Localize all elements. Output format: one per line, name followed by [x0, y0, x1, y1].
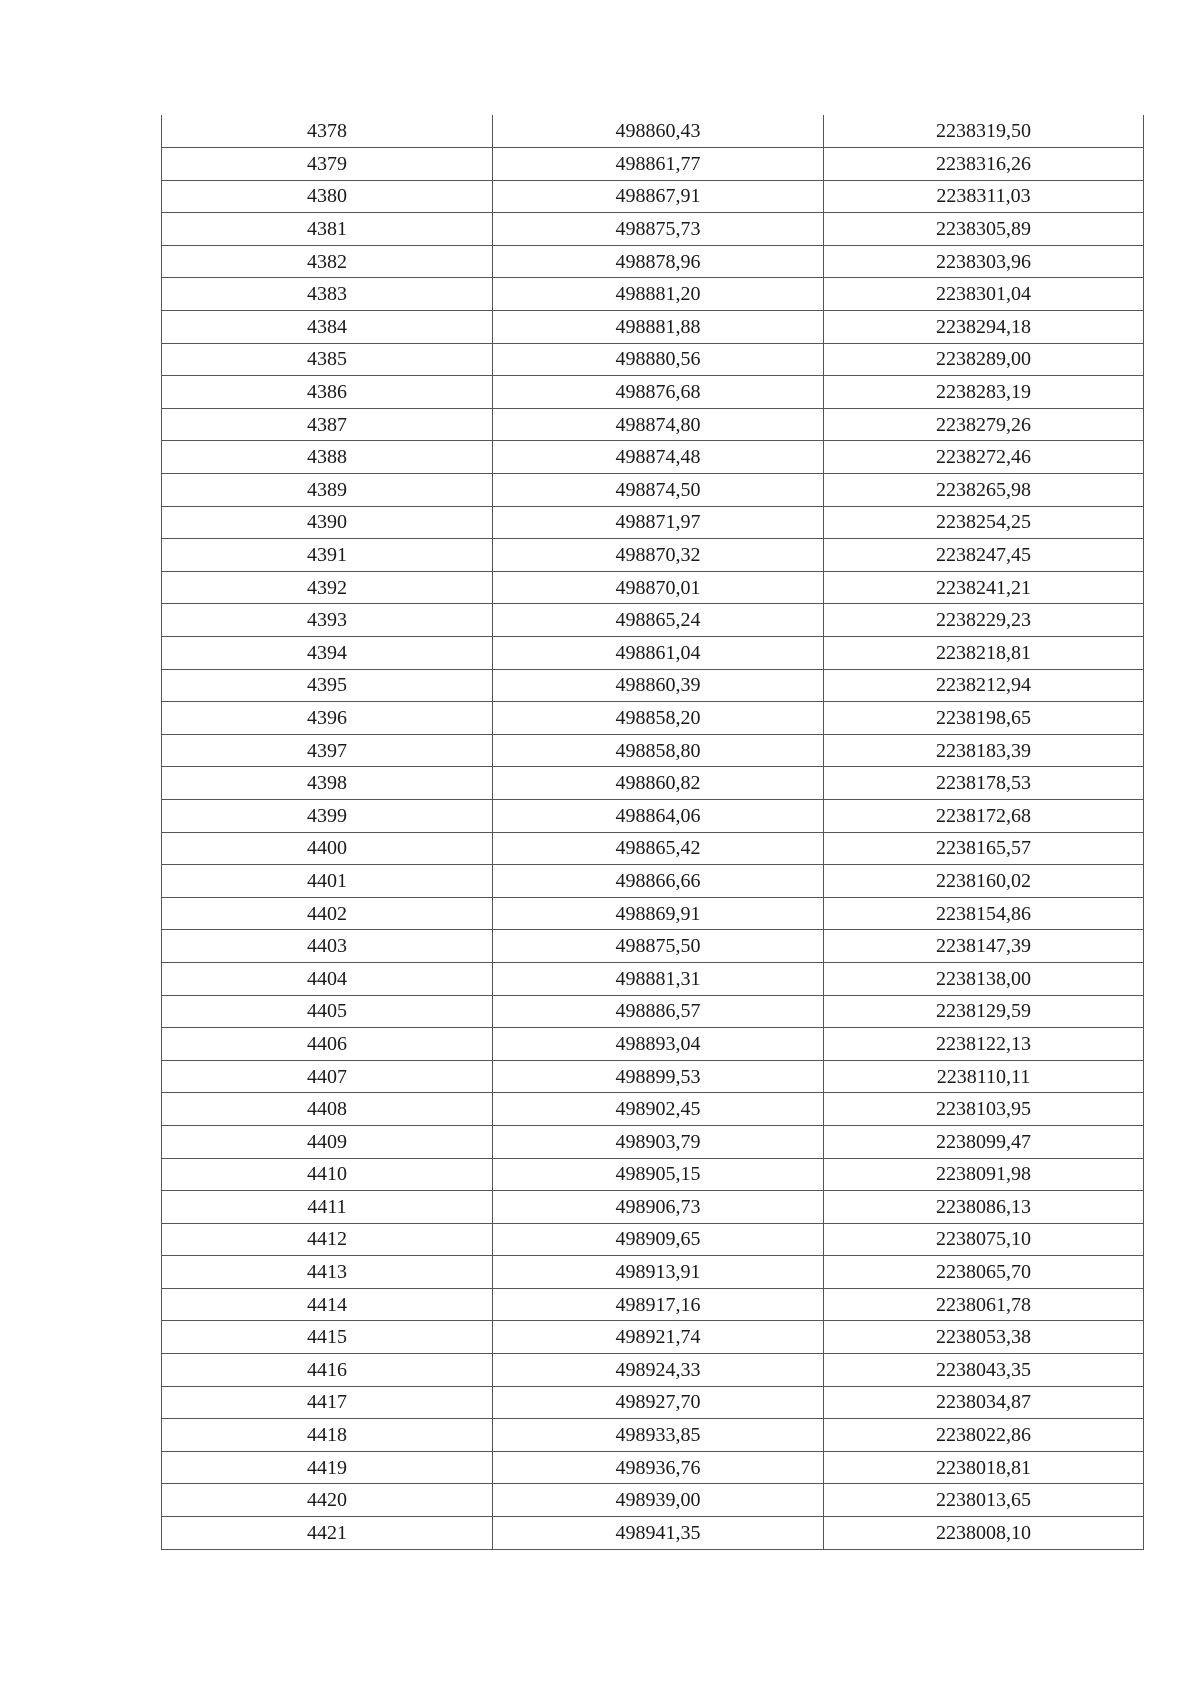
x-coordinate-cell: 498860,43	[493, 115, 824, 148]
y-coordinate-cell: 2238008,10	[824, 1517, 1144, 1550]
point-number-cell: 4412	[162, 1223, 493, 1256]
table-row	[162, 148, 1144, 181]
y-coordinate-cell: 2238122,13	[824, 1028, 1144, 1061]
y-coordinate-cell: 2238254,25	[824, 506, 1144, 539]
x-coordinate-cell: 498864,06	[493, 799, 824, 832]
x-coordinate-cell: 498858,80	[493, 734, 824, 767]
point-number-cell: 4410	[162, 1158, 493, 1191]
x-coordinate-cell: 498881,31	[493, 962, 824, 995]
y-coordinate-cell: 2238034,87	[824, 1386, 1144, 1419]
point-number-cell: 4385	[162, 343, 493, 376]
table-row	[162, 1093, 1144, 1126]
x-coordinate-cell: 498927,70	[493, 1386, 824, 1419]
y-coordinate-cell: 2238129,59	[824, 995, 1144, 1028]
x-coordinate-cell: 498874,80	[493, 408, 824, 441]
point-number-cell: 4395	[162, 669, 493, 702]
table-row	[162, 637, 1144, 670]
table-row	[162, 1060, 1144, 1093]
y-coordinate-cell: 2238138,00	[824, 962, 1144, 995]
table-row	[162, 539, 1144, 572]
point-number-cell: 4386	[162, 376, 493, 409]
point-number-cell: 4396	[162, 702, 493, 735]
x-coordinate-cell: 498870,01	[493, 571, 824, 604]
point-number-cell: 4384	[162, 311, 493, 344]
x-coordinate-cell: 498860,82	[493, 767, 824, 800]
table-row	[162, 669, 1144, 702]
y-coordinate-cell: 2238212,94	[824, 669, 1144, 702]
table-row	[162, 1451, 1144, 1484]
y-coordinate-cell: 2238160,02	[824, 865, 1144, 898]
y-coordinate-cell: 2238099,47	[824, 1125, 1144, 1158]
y-coordinate-cell: 2238043,35	[824, 1354, 1144, 1387]
point-number-cell: 4392	[162, 571, 493, 604]
x-coordinate-cell: 498870,32	[493, 539, 824, 572]
x-coordinate-cell: 498875,50	[493, 930, 824, 963]
point-number-cell: 4413	[162, 1256, 493, 1289]
point-number-cell: 4420	[162, 1484, 493, 1517]
y-coordinate-cell: 2238294,18	[824, 311, 1144, 344]
y-coordinate-cell: 2238301,04	[824, 278, 1144, 311]
y-coordinate-cell: 2238279,26	[824, 408, 1144, 441]
point-number-cell: 4400	[162, 832, 493, 865]
x-coordinate-cell: 498899,53	[493, 1060, 824, 1093]
y-coordinate-cell: 2238165,57	[824, 832, 1144, 865]
table-row	[162, 1125, 1144, 1158]
y-coordinate-cell: 2238172,68	[824, 799, 1144, 832]
point-number-cell: 4378	[162, 115, 493, 148]
x-coordinate-cell: 498909,65	[493, 1223, 824, 1256]
point-number-cell: 4404	[162, 962, 493, 995]
table-row	[162, 1256, 1144, 1289]
y-coordinate-cell: 2238147,39	[824, 930, 1144, 963]
point-number-cell: 4398	[162, 767, 493, 800]
y-coordinate-cell: 2238061,78	[824, 1288, 1144, 1321]
table-row	[162, 832, 1144, 865]
point-number-cell: 4382	[162, 245, 493, 278]
x-coordinate-cell: 498865,24	[493, 604, 824, 637]
y-coordinate-cell: 2238272,46	[824, 441, 1144, 474]
x-coordinate-cell: 498913,91	[493, 1256, 824, 1289]
table-row	[162, 278, 1144, 311]
y-coordinate-cell: 2238178,53	[824, 767, 1144, 800]
point-number-cell: 4389	[162, 474, 493, 507]
x-coordinate-cell: 498874,48	[493, 441, 824, 474]
table-row	[162, 1386, 1144, 1419]
point-number-cell: 4401	[162, 865, 493, 898]
y-coordinate-cell: 2238265,98	[824, 474, 1144, 507]
point-number-cell: 4388	[162, 441, 493, 474]
y-coordinate-cell: 2238022,86	[824, 1419, 1144, 1452]
y-coordinate-cell: 2238103,95	[824, 1093, 1144, 1126]
table-row	[162, 865, 1144, 898]
table-row	[162, 474, 1144, 507]
x-coordinate-cell: 498858,20	[493, 702, 824, 735]
point-number-cell: 4381	[162, 213, 493, 246]
point-number-cell: 4408	[162, 1093, 493, 1126]
x-coordinate-cell: 498875,73	[493, 213, 824, 246]
y-coordinate-cell: 2238247,45	[824, 539, 1144, 572]
table-row	[162, 962, 1144, 995]
table-row	[162, 1517, 1144, 1550]
y-coordinate-cell: 2238013,65	[824, 1484, 1144, 1517]
point-number-cell: 4390	[162, 506, 493, 539]
point-number-cell: 4393	[162, 604, 493, 637]
y-coordinate-cell: 2238086,13	[824, 1191, 1144, 1224]
table-row	[162, 311, 1144, 344]
table-row	[162, 930, 1144, 963]
table-row	[162, 376, 1144, 409]
y-coordinate-cell: 2238241,21	[824, 571, 1144, 604]
x-coordinate-cell: 498921,74	[493, 1321, 824, 1354]
x-coordinate-cell: 498876,68	[493, 376, 824, 409]
x-coordinate-cell: 498866,66	[493, 865, 824, 898]
point-number-cell: 4391	[162, 539, 493, 572]
point-number-cell: 4402	[162, 897, 493, 930]
point-number-cell: 4383	[162, 278, 493, 311]
point-number-cell: 4405	[162, 995, 493, 1028]
table-row	[162, 1223, 1144, 1256]
table-row	[162, 571, 1144, 604]
x-coordinate-cell: 498867,91	[493, 180, 824, 213]
x-coordinate-cell: 498893,04	[493, 1028, 824, 1061]
x-coordinate-cell: 498874,50	[493, 474, 824, 507]
y-coordinate-cell: 2238289,00	[824, 343, 1144, 376]
point-number-cell: 4406	[162, 1028, 493, 1061]
x-coordinate-cell: 498881,20	[493, 278, 824, 311]
y-coordinate-cell: 2238305,89	[824, 213, 1144, 246]
coordinates-table-body	[162, 115, 1144, 1549]
table-row	[162, 767, 1144, 800]
coordinates-table	[161, 115, 1144, 1550]
point-number-cell: 4397	[162, 734, 493, 767]
table-row	[162, 1484, 1144, 1517]
point-number-cell: 4416	[162, 1354, 493, 1387]
point-number-cell: 4403	[162, 930, 493, 963]
x-coordinate-cell: 498886,57	[493, 995, 824, 1028]
y-coordinate-cell: 2238018,81	[824, 1451, 1144, 1484]
y-coordinate-cell: 2238283,19	[824, 376, 1144, 409]
y-coordinate-cell: 2238218,81	[824, 637, 1144, 670]
table-row	[162, 1321, 1144, 1354]
x-coordinate-cell: 498936,76	[493, 1451, 824, 1484]
x-coordinate-cell: 498905,15	[493, 1158, 824, 1191]
y-coordinate-cell: 2238053,38	[824, 1321, 1144, 1354]
table-row	[162, 734, 1144, 767]
table-row	[162, 245, 1144, 278]
table-row	[162, 1419, 1144, 1452]
table-row	[162, 604, 1144, 637]
x-coordinate-cell: 498861,77	[493, 148, 824, 181]
y-coordinate-cell: 2238183,39	[824, 734, 1144, 767]
table-row	[162, 799, 1144, 832]
x-coordinate-cell: 498878,96	[493, 245, 824, 278]
point-number-cell: 4409	[162, 1125, 493, 1158]
x-coordinate-cell: 498903,79	[493, 1125, 824, 1158]
x-coordinate-cell: 498869,91	[493, 897, 824, 930]
table-row	[162, 343, 1144, 376]
table-row	[162, 1028, 1144, 1061]
x-coordinate-cell: 498941,35	[493, 1517, 824, 1550]
x-coordinate-cell: 498860,39	[493, 669, 824, 702]
y-coordinate-cell: 2238319,50	[824, 115, 1144, 148]
table-row	[162, 1288, 1144, 1321]
point-number-cell: 4414	[162, 1288, 493, 1321]
y-coordinate-cell: 2238303,96	[824, 245, 1144, 278]
point-number-cell: 4394	[162, 637, 493, 670]
table-row	[162, 1158, 1144, 1191]
point-number-cell: 4399	[162, 799, 493, 832]
table-row	[162, 180, 1144, 213]
point-number-cell: 4417	[162, 1386, 493, 1419]
point-number-cell: 4418	[162, 1419, 493, 1452]
y-coordinate-cell: 2238091,98	[824, 1158, 1144, 1191]
point-number-cell: 4380	[162, 180, 493, 213]
point-number-cell: 4411	[162, 1191, 493, 1224]
x-coordinate-cell: 498939,00	[493, 1484, 824, 1517]
table-row	[162, 995, 1144, 1028]
x-coordinate-cell: 498924,33	[493, 1354, 824, 1387]
y-coordinate-cell: 2238065,70	[824, 1256, 1144, 1289]
point-number-cell: 4419	[162, 1451, 493, 1484]
y-coordinate-cell: 2238198,65	[824, 702, 1144, 735]
y-coordinate-cell: 2238311,03	[824, 180, 1144, 213]
point-number-cell: 4407	[162, 1060, 493, 1093]
y-coordinate-cell: 2238316,26	[824, 148, 1144, 181]
point-number-cell: 4379	[162, 148, 493, 181]
table-row	[162, 441, 1144, 474]
x-coordinate-cell: 498917,16	[493, 1288, 824, 1321]
x-coordinate-cell: 498933,85	[493, 1419, 824, 1452]
point-number-cell: 4415	[162, 1321, 493, 1354]
table-row	[162, 506, 1144, 539]
table-row	[162, 213, 1144, 246]
y-coordinate-cell: 2238075,10	[824, 1223, 1144, 1256]
x-coordinate-cell: 498865,42	[493, 832, 824, 865]
table-row	[162, 115, 1144, 148]
x-coordinate-cell: 498871,97	[493, 506, 824, 539]
x-coordinate-cell: 498861,04	[493, 637, 824, 670]
table-row	[162, 1191, 1144, 1224]
table-row	[162, 702, 1144, 735]
table-row	[162, 408, 1144, 441]
y-coordinate-cell: 2238154,86	[824, 897, 1144, 930]
x-coordinate-cell: 498880,56	[493, 343, 824, 376]
y-coordinate-cell: 2238229,23	[824, 604, 1144, 637]
point-number-cell: 4421	[162, 1517, 493, 1550]
point-number-cell: 4387	[162, 408, 493, 441]
table-row	[162, 897, 1144, 930]
x-coordinate-cell: 498881,88	[493, 311, 824, 344]
y-coordinate-cell: 2238110,11	[824, 1060, 1144, 1093]
x-coordinate-cell: 498902,45	[493, 1093, 824, 1126]
table-row	[162, 1354, 1144, 1387]
x-coordinate-cell: 498906,73	[493, 1191, 824, 1224]
